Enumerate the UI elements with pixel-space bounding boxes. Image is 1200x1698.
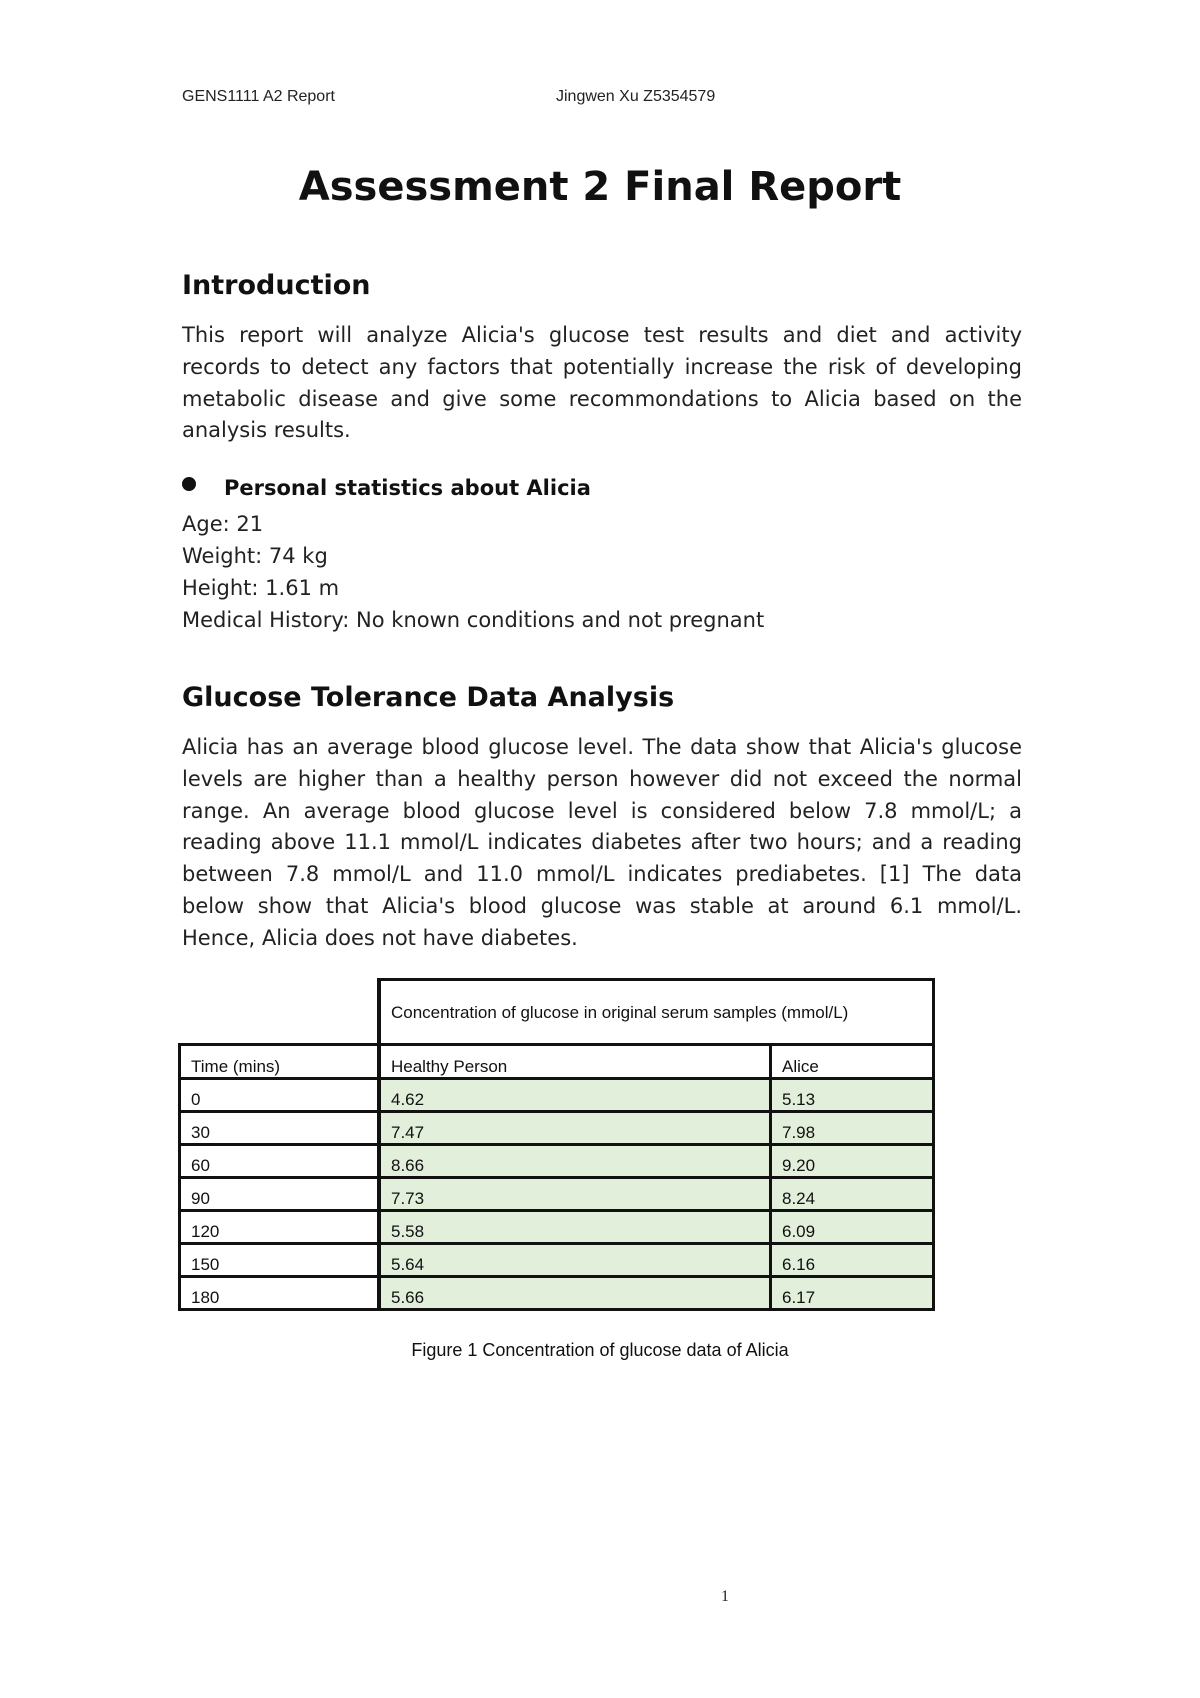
alice-cell: 5.13 [771,1079,934,1112]
alice-cell: 6.09 [771,1211,934,1244]
column-header-alice: Alice [771,1045,934,1079]
table-row [180,1178,934,1211]
stat-height: Height: 1.61 m [182,576,340,600]
personal-stats-heading: Personal statistics about Alicia [224,476,591,500]
page-number: 1 [721,1588,729,1605]
introduction-heading: Introduction [182,270,371,301]
healthy-cell: 4.62 [379,1079,771,1112]
glucose-analysis-paragraph: Alicia has an average blood glucose level. The data show that Alicia's glucose levels are higher than a healthy person however did not exceed the normal range. An average blood glucose level is considered below 7.8 mmol/L; a reading above 11.1 mmol/L indicates diabetes after two hours; and a reading between 7.8 mmol/L and 11.0 mmol/L indicates prediabetes. [1] The data below show that Alicia's blood glucose was stable at around 6.1 mmol/L. Hence, Alicia does not have diabetes. [182,735,1022,950]
stat-weight: Weight: 74 kg [182,544,328,568]
personal-stats-bullet [182,476,591,500]
alice-cell: 6.17 [771,1277,934,1310]
time-cell: 90 [180,1178,380,1211]
alice-cell: 8.24 [771,1178,934,1211]
table-row [180,1145,934,1178]
glucose-table [178,978,935,1311]
page-title: Assessment 2 Final Report [298,164,902,210]
alice-cell: 6.16 [771,1244,934,1277]
healthy-cell: 7.47 [379,1112,771,1145]
alice-cell: 9.20 [771,1145,934,1178]
table-empty-corner [180,980,380,1045]
stat-medical-history: Medical History: No known conditions and not pregnant [182,608,765,632]
table-row [180,1244,934,1277]
time-cell: 60 [180,1145,380,1178]
stat-age: Age: 21 [182,512,264,536]
table-row [180,1277,934,1310]
time-cell: 30 [180,1112,380,1145]
table-row [180,1079,934,1112]
time-cell: 150 [180,1244,380,1277]
bullet-icon [182,477,196,491]
introduction-paragraph: This report will analyze Alicia's glucose test results and diet and activity records to detect any factors that potentially increase the risk of developing metabolic disease and give some recommondations to Alicia based on the analysis results. [182,323,1022,443]
table-group-header-row [180,980,934,1045]
healthy-cell: 5.64 [379,1244,771,1277]
healthy-cell: 5.58 [379,1211,771,1244]
header-author: Jingwen Xu Z5354579 [556,88,716,105]
alice-cell: 7.98 [771,1112,934,1145]
figure-caption: Figure 1 Concentration of glucose data of Alicia [411,1340,789,1360]
table-group-header: Concentration of glucose in original serum samples (mmol/L) [379,980,934,1045]
glucose-analysis-heading: Glucose Tolerance Data Analysis [182,682,675,713]
time-cell: 120 [180,1211,380,1244]
time-cell: 0 [180,1079,380,1112]
table-row [180,1112,934,1145]
table-header-row [180,1045,934,1079]
healthy-cell: 8.66 [379,1145,771,1178]
healthy-cell: 7.73 [379,1178,771,1211]
header-course-title: GENS1111 A2 Report [182,88,335,105]
healthy-cell: 5.66 [379,1277,771,1310]
column-header-healthy: Healthy Person [379,1045,771,1079]
time-cell: 180 [180,1277,380,1310]
table-row [180,1211,934,1244]
column-header-time: Time (mins) [180,1045,380,1079]
